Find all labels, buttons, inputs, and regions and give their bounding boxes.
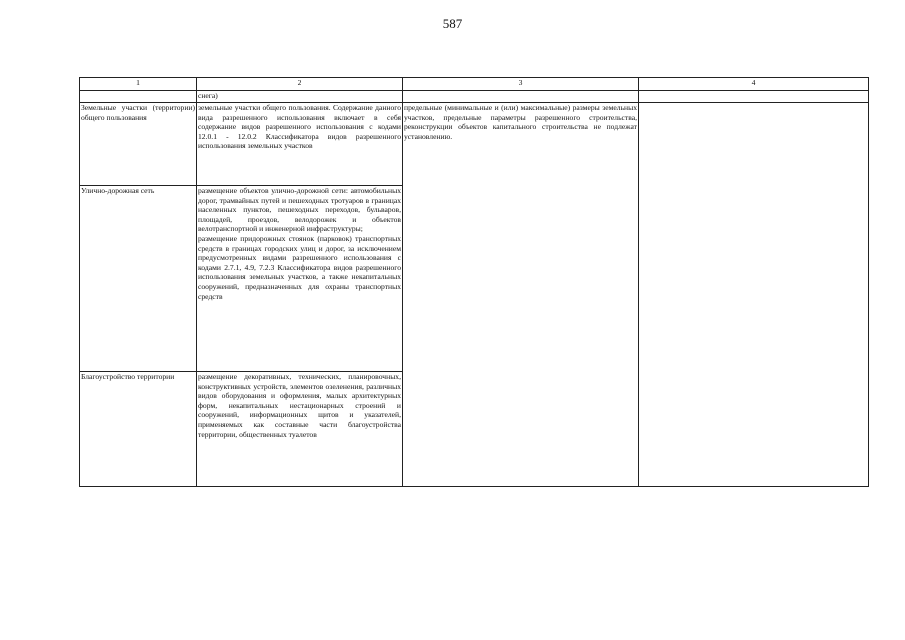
continuation-cell-2: снега) bbox=[197, 91, 403, 103]
use-type-description-cell: размещение декоративных, технических, планировочных, конструктивных устройств, элементов озеленения, различных видов оборудования и оформления, малых архитектурных форм, некапитальных нестационарных строений и сооружений, информационных щитов и указателей, применяемых как составные части благоустройства территории, общественных туалетов bbox=[197, 372, 403, 487]
regulations-table bbox=[79, 77, 869, 487]
table-row bbox=[80, 103, 869, 186]
page-number: 587 bbox=[442, 16, 463, 31]
use-type-description-cell: размещение объектов улично-дорожной сети: автомобильных дорог, трамвайных путей и пешеходных тротуаров в границах населенных пунктов, пешеходных переходов, бульваров, площадей, проездов, велодорожек и объектов велотранспортной и инженерной инфраструктуры; размещение придорожных стоянок (парковок) транспортных средств в границах городских улиц и дорог, за исключением предусмотренных видами разрешенного использования с кодами 2.7.1, 4.9, 7.2.3 Классификатора видов разрешенного использования земельных участков, а также некапитальных сооружений, предназначенных для охраны транспортных средств bbox=[197, 186, 403, 372]
use-type-name-cell: Земельные участки (территории) общего пользования bbox=[80, 103, 197, 186]
limits-parameters-cell: предельные (минимальные и (или) максимальные) размеры земельных участков, предельные параметры разрешенного строительства, реконструкции объектов капитального строительства не подлежат установлению. bbox=[403, 103, 639, 487]
notes-cell bbox=[639, 103, 869, 487]
continuation-cell-4 bbox=[639, 91, 869, 103]
header-cell-2: 2 bbox=[197, 78, 403, 91]
header-cell-3: 3 bbox=[403, 78, 639, 91]
continuation-cell-3 bbox=[403, 91, 639, 103]
use-type-name-cell: Благоустройство территории bbox=[80, 372, 197, 487]
header-cell-4: 4 bbox=[639, 78, 869, 91]
continuation-row bbox=[80, 91, 869, 103]
header-cell-1: 1 bbox=[80, 78, 197, 91]
use-type-name-cell: Улично-дорожная сеть bbox=[80, 186, 197, 372]
continuation-cell-1 bbox=[80, 91, 197, 103]
use-type-description-cell: земельные участки общего пользования. Содержание данного вида разрешенного использования включает в себя содержание видов разрешенного использования с кодами 12.0.1 - 12.0.2 Классификатора видов разрешенного использования земельных участков bbox=[197, 103, 403, 186]
table-header-row bbox=[80, 78, 869, 91]
